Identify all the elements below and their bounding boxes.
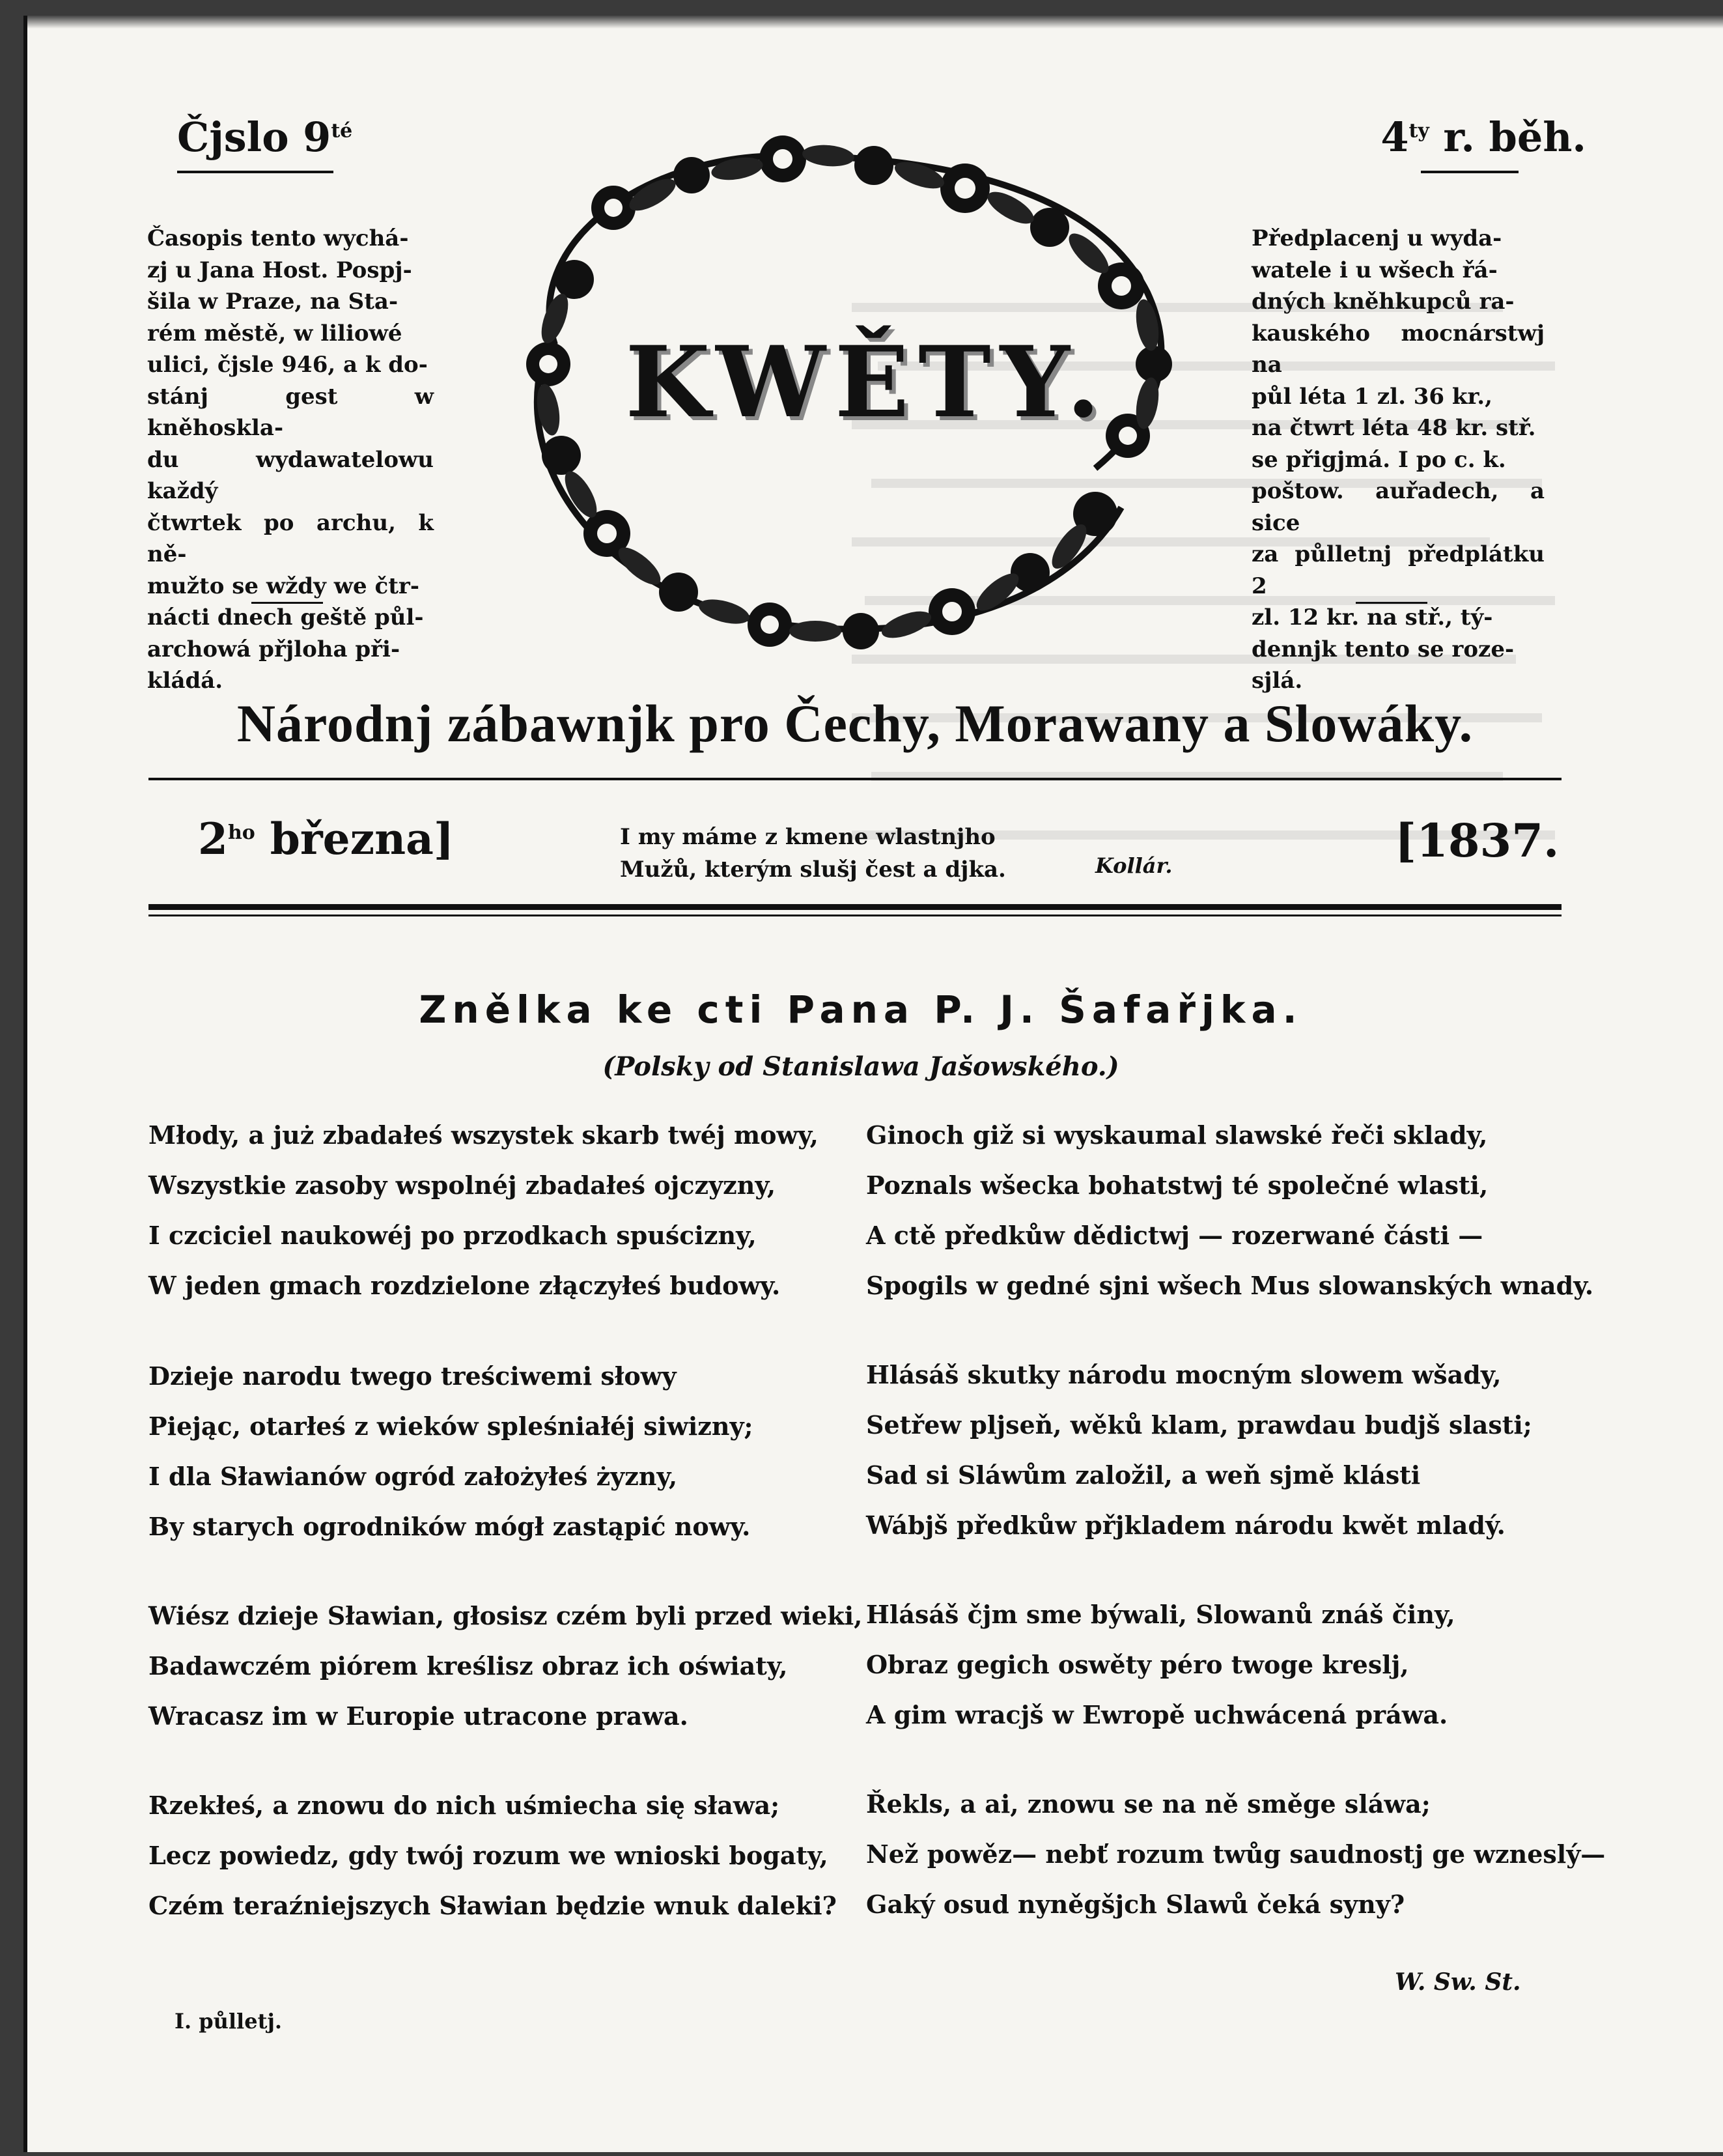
verse-line: Dzieje narodu twego treściwemi słowy — [148, 1361, 677, 1391]
year-underline — [1421, 171, 1519, 173]
left-note-rule — [251, 602, 323, 604]
verse-line: Řekls, a ai, znowu se na ně směge sláwa; — [866, 1789, 1431, 1819]
verse-line: Wiész dzieje Sławian, głosisz czém byli przed wieki, — [148, 1601, 863, 1630]
poem-column-polish — [148, 1110, 863, 1970]
verse-line: Lecz powiedz, gdy twój rozum we wnioski bogaty, — [148, 1841, 828, 1870]
verse-line: Než powěz— nebť rozum twůg saudnostj ge wzneslý— — [866, 1839, 1606, 1869]
footnote-signature-mark: I. půlletj. — [175, 2009, 283, 2034]
verse-line: Poznals wšecka bohatstwj té společné wlasti, — [866, 1170, 1489, 1200]
verse-line: Czém teraźniejszych Sławian będzie wnuk daleki? — [148, 1891, 837, 1920]
verse-line: Piejąc, otarłeś z wieków spleśniałéj siwizny; — [148, 1411, 753, 1441]
issue-underline — [177, 171, 333, 173]
stanza — [148, 1780, 839, 1931]
stanza — [148, 1110, 839, 1311]
verse-line: Hlásáš skutky národu mocným slowem wšady, — [866, 1360, 1502, 1389]
verse-line: Sad si Sláwům založil, a weň sjmě klásti — [866, 1460, 1421, 1490]
verse-line: Rzekłeś, a znowu do nich uśmiecha się sława; — [148, 1791, 780, 1820]
scan-edge — [27, 16, 1723, 29]
verse-line: A gim wracjš w Ewropě uchwácená práwa. — [866, 1700, 1448, 1729]
verse-line: Młody, a już zbadałeś wszystek skarb twéj mowy, — [148, 1120, 819, 1150]
verse-line: Badawczém piórem kreślisz obraz ich oświaty, — [148, 1651, 788, 1681]
header-double-rule-thick — [148, 904, 1562, 910]
verse-line: Ginoch giž si wyskaumal slawské řeči sklady, — [866, 1120, 1488, 1150]
issue-number: Čjslo $9^{té}$ — [177, 113, 353, 161]
verse-line: I czciciel naukowéj po przodkach spuścizny, — [148, 1221, 757, 1250]
verse-line: By starych ogrodników mógł zastąpić nowy. — [148, 1512, 751, 1541]
subscription-note-left: Časopis tento wychá- zj u Jana Host. Pospj- šila w Praze, na Sta- rém městě, w liliowé ulici, čjsle 946, a k do- stánj gest w kněhoskla- du wydawatelowu každý čtwrtek po archu, k ně- mužto se wždy we čtr- nácti dnech geště půl- archowá přjloha při- kládá. — [147, 225, 434, 694]
verse-line: Wábjš předkůw přjkladem národu kwět mladý. — [866, 1511, 1506, 1540]
subtitle-rule — [148, 778, 1562, 780]
verse-line: A ctě předkůw dědictwj — rozerwané části — — [866, 1221, 1483, 1250]
motto: I my máme z kmene wlastnjho Mužů, kterým slušj čest a djka. — [620, 824, 1006, 883]
verse-line: Hlásáš čjm sme býwali, Slowanů znáš činy, — [866, 1600, 1455, 1629]
poem-subtitle: (Polsky od Stanislawa Jašowského.) — [602, 1051, 1119, 1082]
poem-signature: W. Sw. St. — [1395, 1968, 1521, 1996]
stanza — [866, 1350, 1563, 1550]
verse-line: I dla Sławianów ogród założyłeś żyzny, — [148, 1462, 678, 1491]
poem-column-czech — [866, 1110, 1606, 1968]
verse-line: Gaký osud nyněgšjch Slawů čeká syny? — [866, 1890, 1405, 1919]
verse-line: Setřew pljseň, wěků klam, prawdau budjš slasti; — [866, 1410, 1532, 1440]
stanza — [148, 1351, 839, 1552]
subscription-note-right: Předplacenj u wyda- watele i u wšech řá- dných kněhkupců ra- kauského mocnárstwj na půl léta 1 zl. 36 kr., na čtwrt léta 48 kr. stř. se přigjmá. I po c. k. poštow. auřadech, a sice za půlletnj předplátku 2 zl. 12 kr. na stř., tý- dennjk tento se roze- sjlá. — [1252, 225, 1545, 694]
poem-title: Znělka ke cti Pana P. J. Šafařjka. — [419, 987, 1303, 1032]
volume-year-label: $4^{ty}$ r. běh. — [1380, 113, 1586, 161]
stanza — [148, 1591, 863, 1741]
stanza — [866, 1110, 1594, 1311]
publication-subtitle: Národnj zábawnjk pro Čechy, Morawany a Slowáky. — [236, 694, 1474, 753]
issue-date: $2^{ho}$ března] — [198, 814, 455, 864]
verse-line: Wracasz im w Europie utracone prawa. — [148, 1701, 688, 1731]
header-double-rule-thin — [148, 915, 1562, 916]
verse-line: Spogils w gedné sjni wšech Mus slowanských wnady. — [866, 1271, 1594, 1300]
verse-line: Wszystkie zasoby wspolnéj zbadałeś ojczyzny, — [148, 1170, 776, 1200]
stanza — [866, 1779, 1606, 1929]
stanza — [866, 1589, 1563, 1740]
verse-line: W jeden gmach rozdzielone złączyłeś budowy. — [148, 1271, 781, 1300]
right-note-rule — [1356, 602, 1427, 604]
verse-line: Obraz gegich oswěty péro twoge kreslj, — [866, 1650, 1409, 1679]
newspaper-page — [23, 16, 1723, 2152]
issue-year: [1837. — [1395, 814, 1560, 868]
masthead-title: KWĚTY. — [625, 325, 1110, 440]
motto-author: Kollár. — [1095, 853, 1173, 878]
